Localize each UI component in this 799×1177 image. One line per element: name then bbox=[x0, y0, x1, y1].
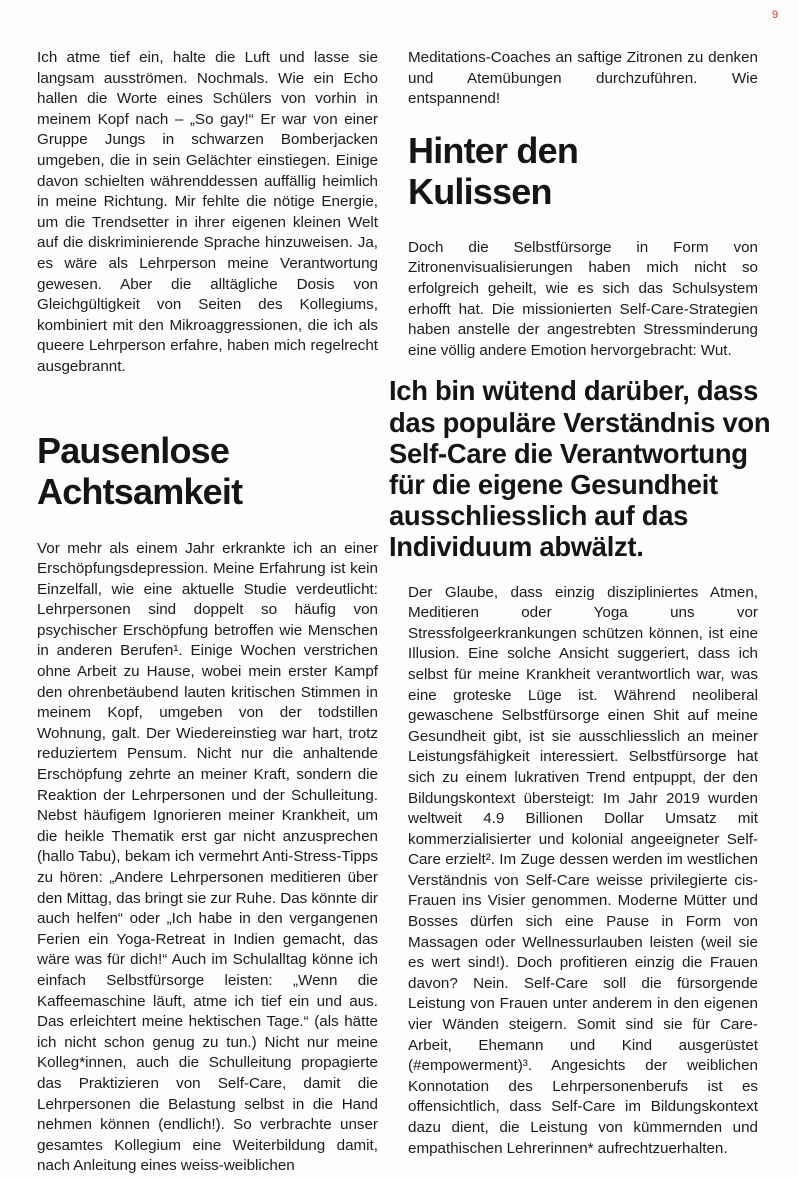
right-paragraph-3: Der Glaube, dass einzig diszipliniertes Atmen, Meditieren oder Yoga uns vor Stressfolgeerkrankungen schützen können, ist eine Illusion. Eine solche Ansicht suggeriert, dass ich selbst für meine Krankheit verantwortlich war, was eine groteske Lüge ist. Während neoliberal gewaschene Selbstfürsorge einen Shit auf meine Gesundheit gibt, ist sie ausschliesslich an meiner Leistungsfähigkeit interessiert. Selbstfürsorge hat sich zu einem lukrativen Trend entpuppt, der den Bildungskontext übersteigt: Im Jahr 2019 wurden weltweit 4.9 Billionen Dollar Umsatz mit kommerzialisierter und kolonial angeeigneter Self-Care erzielt². Im Zuge dessen werden im westlichen Verständnis von Self-Care weisse privilegierte cis-Frauen ins Visier genommen. Moderne Mütter und Bosses dürfen sich eine Pause in Form von Massagen oder Wellnessurlauben leisten (weil sie es wert sind!). Doch profitieren einzig die Frauen davon? Nein. Self-Care soll die fürsorgende Leistung von Frauen unter anderem in den eigenen vier Wänden steigern. Somit sind sie für Care-Arbeit, Ehemann und Kind ausgerüstet (#empowerment)³. Angesichts der weiblichen Konnotation des Lehrpersonenberufs ist es offensichtlich, dass Self-Care im Bildungskontext dazu dient, die Leistung von kümmernden und empathischen Lehrerinnen* aufrechtzuerhalten. bbox=[408, 583, 758, 1157]
right-paragraph-1: Meditations-Coaches an saftige Zitronen zu denken und Atemübungen durchzuführen. Wie entspannend! bbox=[408, 49, 758, 108]
right-column bbox=[389, 48, 771, 1159]
page-number: 9 bbox=[772, 9, 779, 21]
heading-line-2: Achtsamkeit bbox=[37, 470, 243, 512]
left-paragraph-2: Vor mehr als einem Jahr erkrankte ich an einer Erschöpfungsdepression. Meine Erfahrung ist kein Einzelfall, wie eine aktuelle Studie verdeutlicht: Lehrpersonen sind doppelt so häufig von psychischer Erschöpfung betroffen wie Menschen in anderen Berufen¹. Einige Wochen verstrichen ohne Arbeit zu Hause, wobei mein erster Kampf den ohrenbetäubend lauten kritischen Stimmen in meinem Kopf, umgeben von der todstillen Wohnung, galt. Der Wiedereinstieg war hart, trotz reduziertem Pensum. Nicht nur die anhaltende Erschöpfung zehrte an meiner Kraft, sondern die Reaktion der Lehrpersonen und der Schulleitung. Nebst häufigem Ignorieren meiner Krankheit, um die heikle Thematik erst gar nicht anzusprechen (hallo Tabu), bekam ich vermehrt Anti-Stress-Tipps zu hören: „Andere Lehrpersonen meditieren über den Mittag, das bringt sie zur Ruhe. Das könnte dir auch helfen“ oder „Ich habe in den vergangenen Ferien ein Yoga-Retreat in Indien gemacht, das wäre was für dich!“ Auch im Schulalltag könne ich einfach Selbstfürsorge leisten: „Wenn die Kaffeemaschine läuft, atme ich tief ein und aus. Das erleichtert meine hektischen Tage.“ (als hätte ich nicht schon genug zu tun.) Nicht nur meine Kolleg*innen, auch die Schulleitung propagierte das Praktizieren von Self-Care, damit die Lehrpersonen die Belastung selbst in die Hand nehmen können (endlich!). So verbrachte unser gesamtes Kollegium eine Weiterbildung damit, nach Anleitung eines weiss-weiblichen bbox=[37, 539, 378, 1175]
left-column bbox=[37, 48, 378, 1177]
pull-quote-block bbox=[389, 375, 779, 562]
section-heading-pausenlose-achtsamkeit bbox=[37, 430, 378, 512]
left-paragraph-1: Ich atme tief ein, halte die Luft und lasse sie langsam ausströmen. Nochmals. Wie ein Echo hallen die Worte eines Schülers von vorhin in meinem Kopf nach – „So gay!“ Er war von einer Gruppe Jungs in schwarzen Bomberjacken umgeben, die in sein Gelächter einstiegen. Einige davon schielten währenddessen auffällig heimlich in meine Richtung. Mir fehlte die nötige Energie, um die Trendsetter in ihrer eigenen kleinen Welt auf die diskriminierende Sprache hinzuweisen. Ja, es wäre als Lehrperson meine Verantwortung gewesen. Aber die alltägliche Dosis von Gleichgültigkeit von Seiten des Kollegiums, kombiniert mit den Mikroaggressionen, die ich als queere Lehrperson erfahre, haben mich regelrecht ausgebrannt. bbox=[37, 49, 378, 375]
pull-quote: Ich bin wütend darüber, dass das populäre Verständnis von Self-Care die Verantwortung für die eigene Gesundheit ausschliesslich auf das Individuum abwälzt. bbox=[389, 375, 771, 563]
heading-line-1: Pausenlose bbox=[37, 429, 230, 471]
section-heading-hinter-den-kulissen bbox=[408, 130, 758, 212]
heading-line-1: Hinter den bbox=[408, 129, 579, 171]
heading-line-2: Kulissen bbox=[408, 170, 552, 212]
right-paragraph-2: Doch die Selbstfürsorge in Form von Zitronenvisualisierungen haben mich nicht so erfolgreich geheilt, wie es sich das Schulsystem erhofft hat. Die missionierten Self-Care-Strategien haben anstelle der angestrebten Stressminderung eine völlig andere Emotion hervorgebracht: Wut. bbox=[408, 238, 758, 359]
